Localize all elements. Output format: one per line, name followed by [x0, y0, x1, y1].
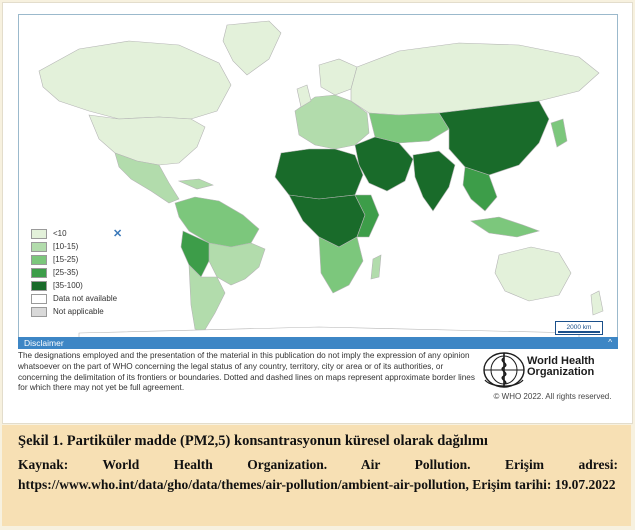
legend-item — [31, 292, 117, 305]
who-copyright: © WHO 2022. All rights reserved. — [493, 392, 612, 401]
who-emblem-icon — [481, 350, 527, 390]
region-greenland — [223, 21, 281, 75]
legend-item — [31, 227, 117, 240]
caption-title: Şekil 1. Partiküler madde (PM2,5) konsantrasyonun küresel olarak dağılımı — [18, 433, 488, 449]
legend-item — [31, 253, 117, 266]
legend-label: [35-100) — [53, 281, 83, 290]
region-china — [439, 101, 549, 175]
world-map[interactable] — [18, 14, 618, 344]
region-usa — [89, 115, 205, 165]
who-name: World Health Organization — [527, 355, 595, 378]
legend-swatch — [31, 281, 47, 291]
legend-label: Not applicable — [53, 307, 104, 316]
legend-swatch — [31, 307, 47, 317]
scale-bar: 2000 km — [555, 321, 603, 335]
caption-source: Kaynak: World Health Organization. Air Pollution. Erişim adresi: https://www.who.int/data/gho/data/themes/air-pollution/ambient-air-pollution, Erişim tarihi: 19.07.2022 — [18, 457, 618, 492]
region-new-zealand — [591, 291, 603, 315]
region-caribbean — [179, 179, 213, 189]
region-japan — [551, 119, 567, 147]
legend-item — [31, 266, 117, 279]
region-indonesia — [471, 217, 539, 237]
legend-label: [25-35) — [53, 268, 79, 277]
map-legend — [31, 227, 117, 318]
region-middle-east — [355, 137, 413, 191]
legend-label: <10 — [53, 229, 67, 238]
region-australia — [495, 247, 571, 301]
legend-label: Data not available — [53, 294, 118, 303]
disclaimer-header[interactable] — [18, 337, 618, 349]
legend-label: [10-15) — [53, 242, 79, 251]
region-india — [413, 151, 455, 211]
legend-swatch — [31, 242, 47, 252]
collapse-arrow-icon[interactable]: ^ — [608, 338, 612, 347]
legend-item — [31, 240, 117, 253]
legend-swatch — [31, 255, 47, 265]
region-north-africa — [275, 149, 363, 199]
legend-item — [31, 305, 117, 318]
legend-swatch — [31, 229, 47, 239]
legend-swatch — [31, 294, 47, 304]
region-russia — [351, 43, 599, 115]
legend-label: [15-25) — [53, 255, 79, 264]
disclaimer-title: Disclaimer — [24, 338, 64, 348]
region-canada — [39, 41, 231, 119]
region-madagascar — [371, 255, 381, 279]
legend-item — [31, 279, 117, 292]
legend-close-icon[interactable]: ✕ — [113, 228, 123, 240]
disclaimer-text: The designations employed and the presentation of the material in this publication do not imply the expression of any opinion whatsoever on the part of WHO concerning the legal status of any country, territory, city or area or of its authorities, or concerning the delimitation of its frontiers or boundaries. Dotted and dashed lines on maps represent approximate border lines for which there may not yet be full agreement. — [18, 351, 475, 393]
legend-swatch — [31, 268, 47, 278]
